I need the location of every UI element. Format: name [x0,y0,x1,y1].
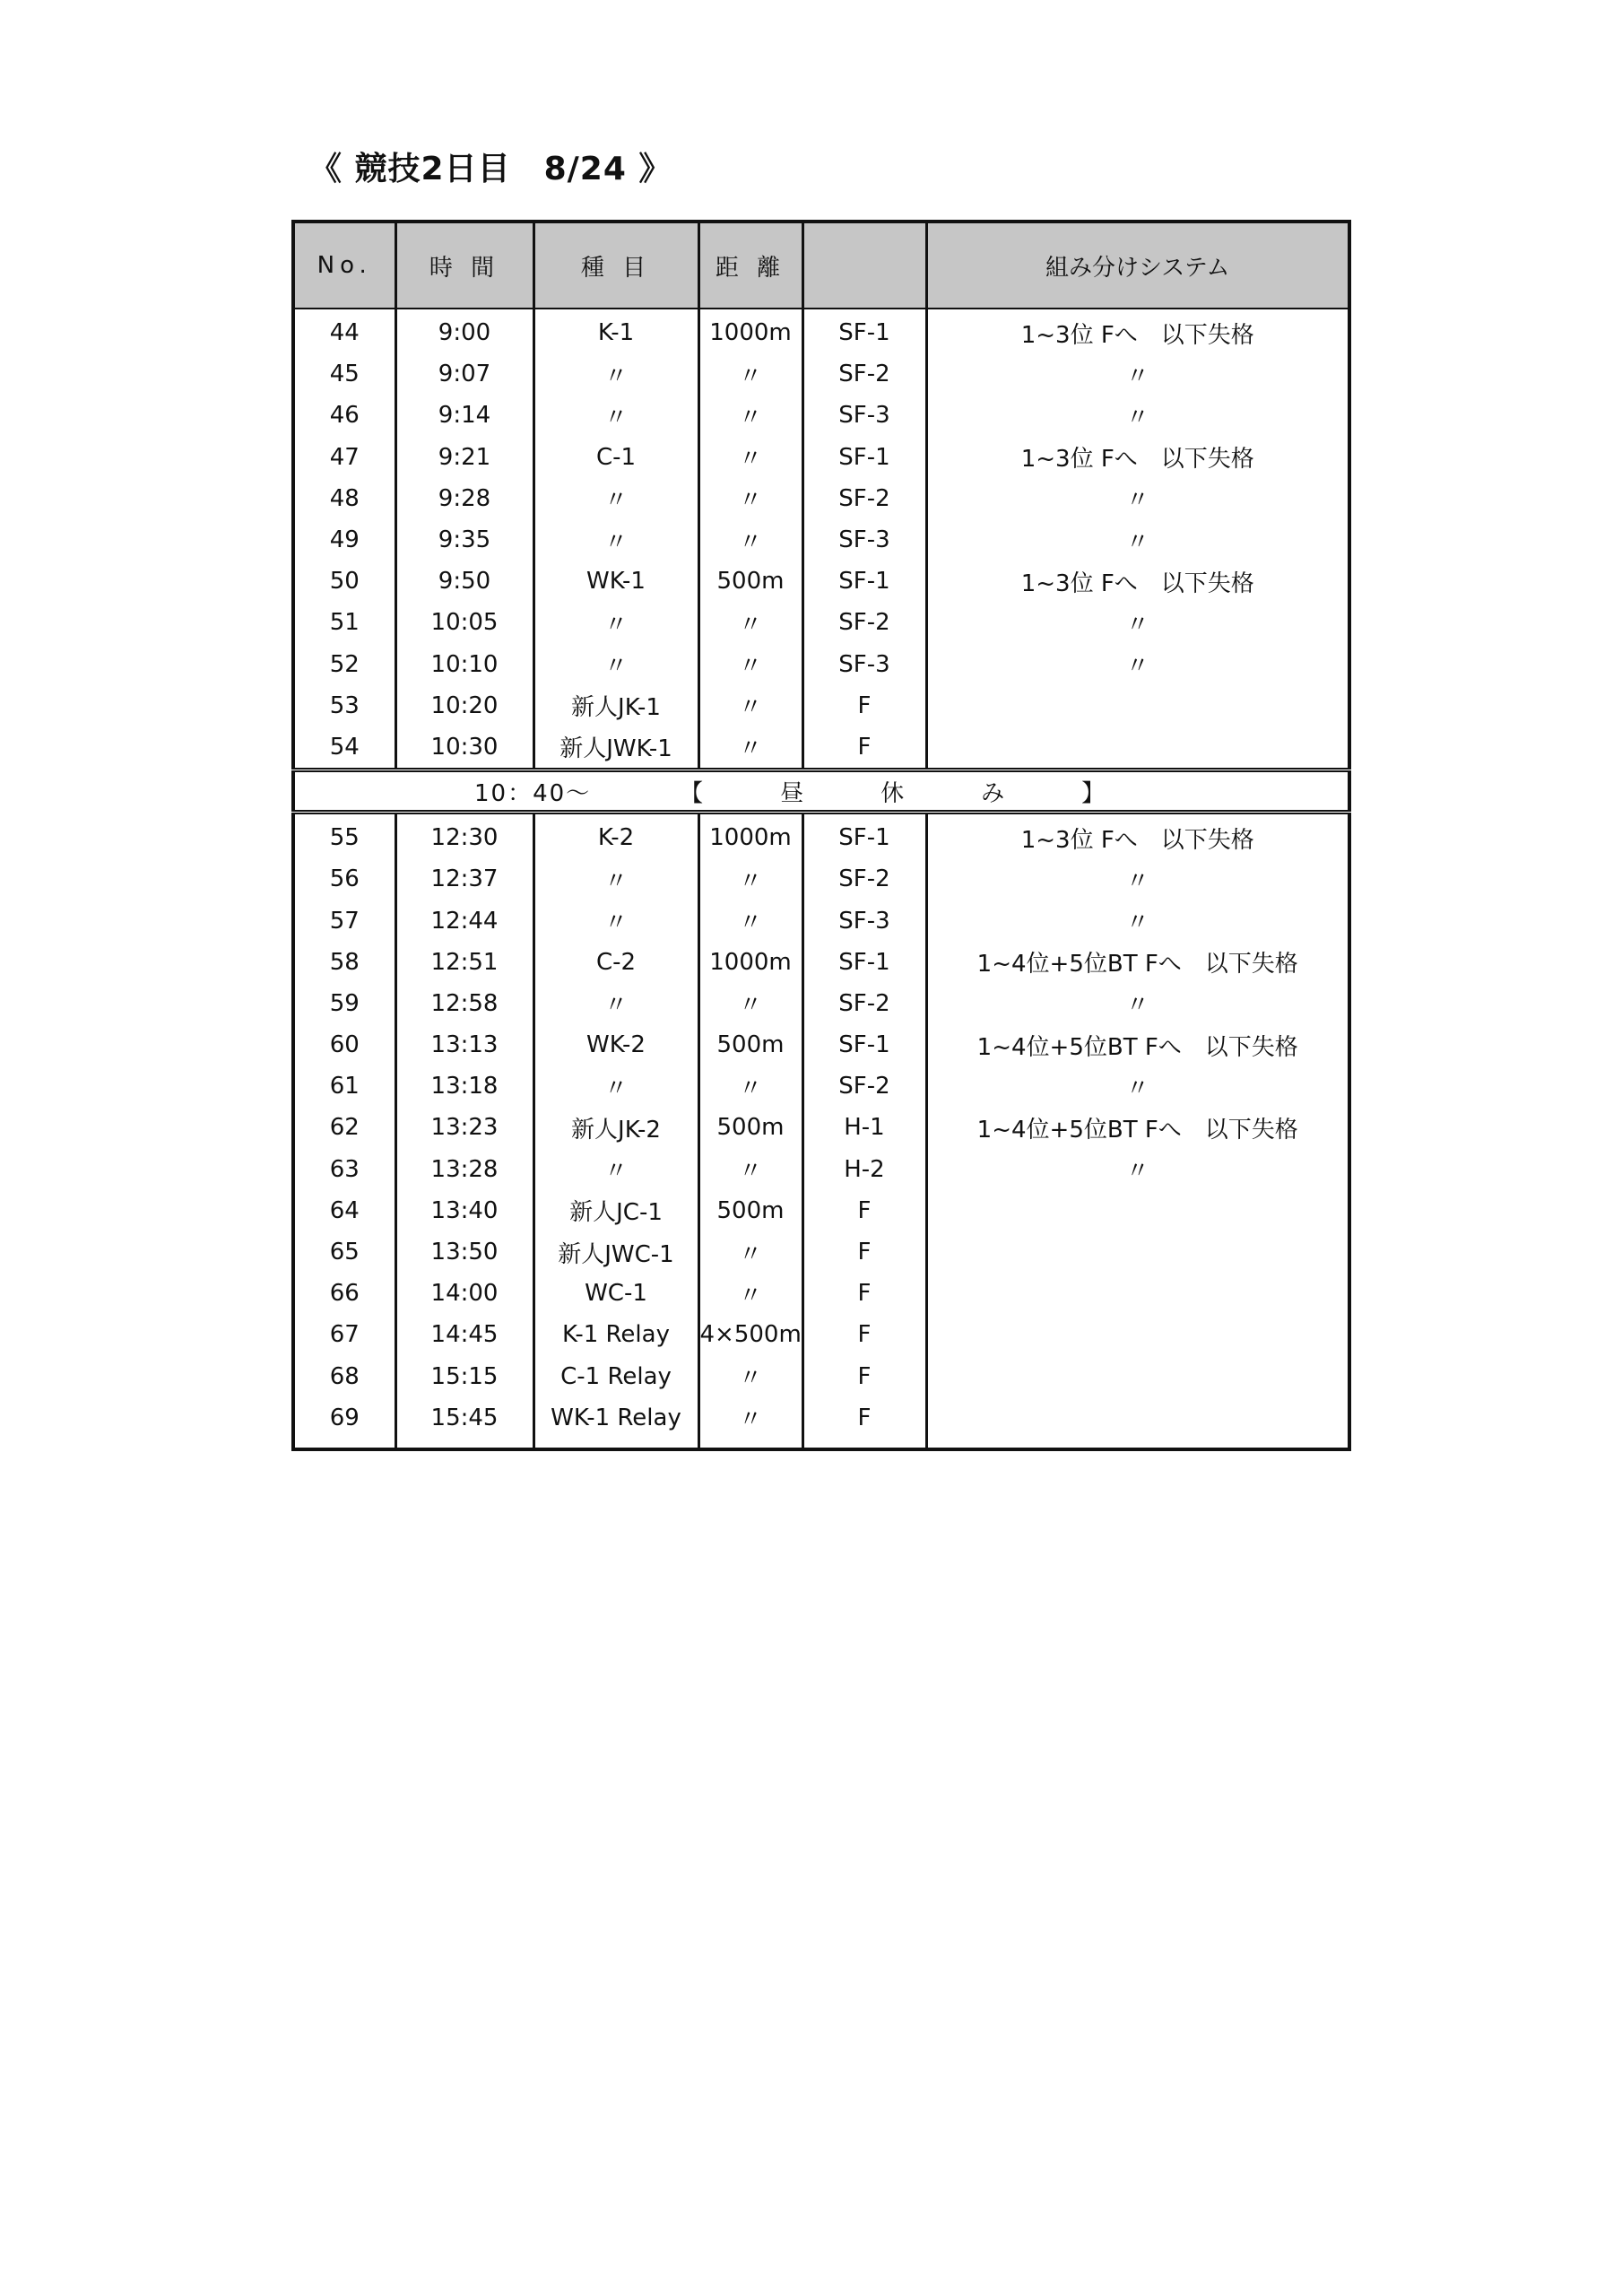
distance-cell: 4×500m [698,1314,802,1355]
heat-cell: H-1 [802,1107,926,1148]
start-time-cell: 12:58 [395,983,533,1024]
header-row [293,222,1349,309]
race-number-cell: 44 [293,309,395,353]
heat-cell: SF-1 [802,1024,926,1065]
event-name-cell: 〃 [533,353,698,395]
race-number-cell: 55 [293,813,395,859]
progression-system-cell: 〃 [926,353,1349,395]
table-row [293,1356,1349,1397]
progression-system-cell [926,1356,1349,1397]
distance-cell: 〃 [698,353,802,395]
heat-cell: SF-3 [802,519,926,561]
pad-cell [802,1439,926,1449]
table-row [293,644,1349,685]
heat-cell: SF-3 [802,395,926,436]
race-number-cell: 56 [293,858,395,900]
distance-cell: 1000m [698,309,802,353]
table-row [293,983,1349,1024]
progression-system-cell: 1~3位 Fへ 以下失格 [926,813,1349,859]
header-time: 時 間 [395,222,533,309]
table-row [293,353,1349,395]
distance-cell: 〃 [698,602,802,643]
distance-cell: 〃 [698,1356,802,1397]
break-section [293,770,1349,813]
heat-cell: F [802,726,926,770]
start-time-cell: 12:51 [395,942,533,983]
start-time-cell: 9:14 [395,395,533,436]
race-number-cell: 67 [293,1314,395,1355]
race-number-cell: 54 [293,726,395,770]
event-name-cell: 新人JK-2 [533,1107,698,1148]
distance-cell: 〃 [698,1149,802,1190]
afternoon-rows [293,813,1349,1439]
lunch-break-text: 10：40～ 【 昼 休 み 】 [293,770,1349,813]
table-row [293,519,1349,561]
event-name-cell: 新人JWK-1 [533,726,698,770]
race-number-cell: 52 [293,644,395,685]
race-number-cell: 60 [293,1024,395,1065]
header-distance: 距 離 [698,222,802,309]
start-time-cell: 12:37 [395,858,533,900]
progression-system-cell: 〃 [926,900,1349,941]
start-time-cell: 9:50 [395,561,533,602]
header-no: No. [293,222,395,309]
table-row [293,478,1349,519]
start-time-cell: 13:18 [395,1065,533,1107]
heat-cell: SF-2 [802,353,926,395]
progression-system-cell: 〃 [926,478,1349,519]
table-row [293,309,1349,353]
distance-cell: 〃 [698,685,802,726]
table-row [293,900,1349,941]
distance-cell: 〃 [698,983,802,1024]
race-number-cell: 58 [293,942,395,983]
header-heat [802,222,926,309]
distance-cell: 〃 [698,437,802,478]
progression-system-cell [926,726,1349,770]
heat-cell: F [802,1356,926,1397]
table-row [293,1397,1349,1439]
race-number-cell: 63 [293,1149,395,1190]
event-name-cell: C-2 [533,942,698,983]
start-time-cell: 9:21 [395,437,533,478]
event-name-cell: WK-1 [533,561,698,602]
race-number-cell: 59 [293,983,395,1024]
distance-cell: 〃 [698,395,802,436]
table-row [293,942,1349,983]
table-row [293,1065,1349,1107]
event-name-cell: 新人JK-1 [533,685,698,726]
heat-cell: F [802,1273,926,1314]
bottom-padding-row [293,1439,1349,1449]
race-number-cell: 50 [293,561,395,602]
race-number-cell: 49 [293,519,395,561]
heat-cell: SF-2 [802,858,926,900]
start-time-cell: 13:23 [395,1107,533,1148]
heat-cell: SF-2 [802,602,926,643]
distance-cell: 500m [698,561,802,602]
progression-system-cell [926,1190,1349,1231]
event-name-cell: C-1 Relay [533,1356,698,1397]
progression-system-cell: 〃 [926,1065,1349,1107]
heat-cell: SF-1 [802,309,926,353]
start-time-cell: 13:13 [395,1024,533,1065]
morning-rows [293,309,1349,770]
schedule-table [291,220,1351,1451]
event-name-cell: 〃 [533,858,698,900]
distance-cell: 500m [698,1024,802,1065]
race-number-cell: 57 [293,900,395,941]
distance-cell: 〃 [698,1273,802,1314]
progression-system-cell: 〃 [926,395,1349,436]
start-time-cell: 9:00 [395,309,533,353]
heat-cell: F [802,685,926,726]
table-row [293,437,1349,478]
heat-cell: SF-1 [802,942,926,983]
race-number-cell: 46 [293,395,395,436]
race-number-cell: 61 [293,1065,395,1107]
start-time-cell: 10:10 [395,644,533,685]
heat-cell: SF-2 [802,1065,926,1107]
event-name-cell: K-1 Relay [533,1314,698,1355]
pad-cell [533,1439,698,1449]
heat-cell: F [802,1190,926,1231]
pad-cell [395,1439,533,1449]
start-time-cell: 10:05 [395,602,533,643]
race-number-cell: 62 [293,1107,395,1148]
race-number-cell: 68 [293,1356,395,1397]
event-name-cell: 〃 [533,478,698,519]
progression-system-cell: 〃 [926,602,1349,643]
event-name-cell: 〃 [533,983,698,1024]
event-name-cell: 〃 [533,519,698,561]
start-time-cell: 12:44 [395,900,533,941]
heat-cell: SF-2 [802,983,926,1024]
distance-cell: 〃 [698,478,802,519]
table-row [293,1190,1349,1231]
heat-cell: H-2 [802,1149,926,1190]
event-name-cell: K-1 [533,309,698,353]
event-name-cell: 新人JC-1 [533,1190,698,1231]
event-name-cell: C-1 [533,437,698,478]
progression-system-cell: 1~3位 Fへ 以下失格 [926,437,1349,478]
table-row [293,726,1349,770]
distance-cell: 500m [698,1107,802,1148]
start-time-cell: 13:28 [395,1149,533,1190]
event-name-cell: 〃 [533,602,698,643]
distance-cell: 〃 [698,1397,802,1439]
table-bottom [293,1439,1349,1449]
progression-system-cell: 1~4位+5位BT Fへ 以下失格 [926,942,1349,983]
heat-cell: SF-3 [802,900,926,941]
distance-cell: 〃 [698,900,802,941]
header-system: 組み分けシステム [926,222,1349,309]
race-number-cell: 47 [293,437,395,478]
start-time-cell: 9:28 [395,478,533,519]
table-row [293,1149,1349,1190]
distance-cell: 〃 [698,644,802,685]
heat-cell: F [802,1314,926,1355]
progression-system-cell: 〃 [926,1149,1349,1190]
start-time-cell: 14:45 [395,1314,533,1355]
progression-system-cell: 〃 [926,519,1349,561]
table-row [293,1314,1349,1355]
distance-cell: 500m [698,1190,802,1231]
table-row [293,1231,1349,1273]
progression-system-cell [926,1231,1349,1273]
pad-cell [698,1439,802,1449]
event-name-cell: K-2 [533,813,698,859]
heat-cell: F [802,1231,926,1273]
race-number-cell: 45 [293,353,395,395]
page-title: 《 競技2日目 8/24 》 [309,151,672,187]
distance-cell: 1000m [698,813,802,859]
heat-cell: F [802,1397,926,1439]
table-row [293,1107,1349,1148]
heat-cell: SF-1 [802,813,926,859]
event-name-cell: 〃 [533,900,698,941]
start-time-cell: 13:40 [395,1190,533,1231]
race-number-cell: 66 [293,1273,395,1314]
table-row [293,813,1349,859]
pad-cell [293,1439,395,1449]
progression-system-cell: 1~4位+5位BT Fへ 以下失格 [926,1107,1349,1148]
lunch-break-row [293,770,1349,813]
pad-cell [926,1439,1349,1449]
table-row [293,1024,1349,1065]
heat-cell: SF-1 [802,561,926,602]
start-time-cell: 12:30 [395,813,533,859]
progression-system-cell: 1~4位+5位BT Fへ 以下失格 [926,1024,1349,1065]
start-time-cell: 9:35 [395,519,533,561]
race-number-cell: 53 [293,685,395,726]
event-name-cell: WK-1 Relay [533,1397,698,1439]
table-row [293,395,1349,436]
header-event: 種 目 [533,222,698,309]
start-time-cell: 10:20 [395,685,533,726]
table-row [293,602,1349,643]
distance-cell: 〃 [698,858,802,900]
heat-cell: SF-3 [802,644,926,685]
event-name-cell: 〃 [533,395,698,436]
table-row [293,858,1349,900]
event-name-cell: WK-2 [533,1024,698,1065]
event-name-cell: 〃 [533,1065,698,1107]
progression-system-cell: 1~3位 Fへ 以下失格 [926,309,1349,353]
distance-cell: 〃 [698,519,802,561]
start-time-cell: 13:50 [395,1231,533,1273]
progression-system-cell [926,685,1349,726]
heat-cell: SF-2 [802,478,926,519]
race-number-cell: 69 [293,1397,395,1439]
progression-system-cell: 〃 [926,983,1349,1024]
progression-system-cell [926,1273,1349,1314]
progression-system-cell: 〃 [926,644,1349,685]
table-row [293,685,1349,726]
start-time-cell: 14:00 [395,1273,533,1314]
event-name-cell: 新人JWC-1 [533,1231,698,1273]
table-row [293,1273,1349,1314]
distance-cell: 〃 [698,1065,802,1107]
event-name-cell: 〃 [533,644,698,685]
distance-cell: 〃 [698,726,802,770]
heat-cell: SF-1 [802,437,926,478]
distance-cell: 〃 [698,1231,802,1273]
progression-system-cell [926,1397,1349,1439]
race-number-cell: 51 [293,602,395,643]
event-name-cell: 〃 [533,1149,698,1190]
race-number-cell: 64 [293,1190,395,1231]
distance-cell: 1000m [698,942,802,983]
event-name-cell: WC-1 [533,1273,698,1314]
race-number-cell: 48 [293,478,395,519]
start-time-cell: 15:45 [395,1397,533,1439]
progression-system-cell: 〃 [926,858,1349,900]
table-row [293,561,1349,602]
start-time-cell: 9:07 [395,353,533,395]
race-number-cell: 65 [293,1231,395,1273]
progression-system-cell: 1~3位 Fへ 以下失格 [926,561,1349,602]
start-time-cell: 10:30 [395,726,533,770]
start-time-cell: 15:15 [395,1356,533,1397]
progression-system-cell [926,1314,1349,1355]
